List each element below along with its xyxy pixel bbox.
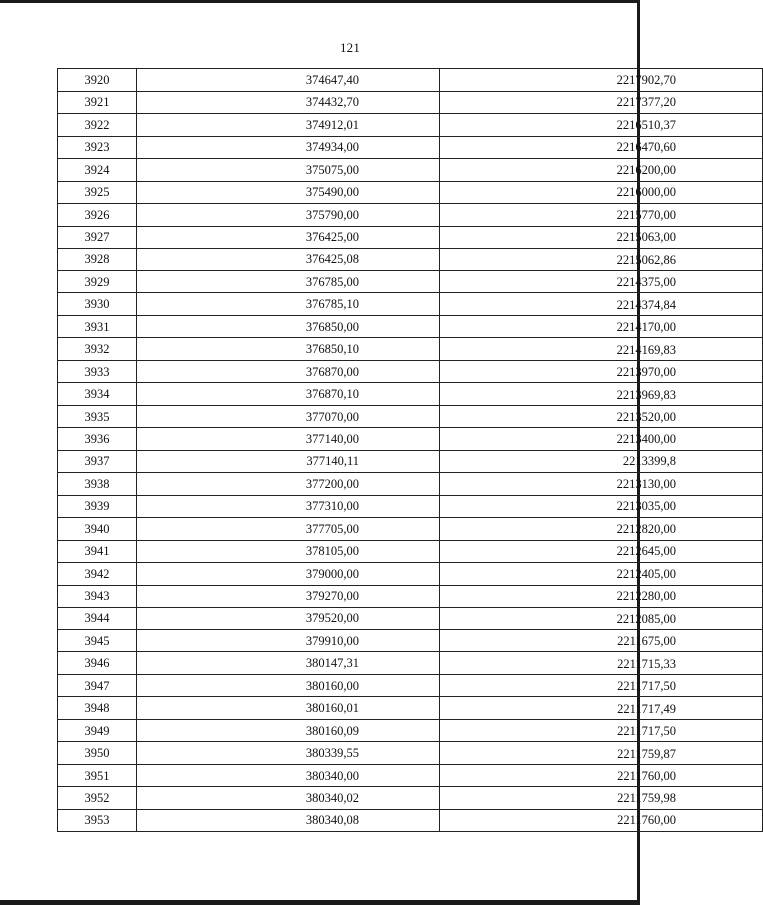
table-row <box>58 316 763 338</box>
point-number-cell: 3945 <box>58 630 137 652</box>
point-number-cell: 3935 <box>58 406 137 428</box>
table-row <box>58 720 763 742</box>
table-row <box>58 495 763 517</box>
point-number-cell: 3932 <box>58 338 137 361</box>
x-coordinate-cell: 380340,00 <box>137 765 440 787</box>
table-row <box>58 158 763 181</box>
y-coordinate-cell: 2216000,00 <box>440 181 763 203</box>
y-coordinate-cell: 2212280,00 <box>440 585 763 607</box>
x-coordinate-cell: 377705,00 <box>137 517 440 540</box>
table-row <box>58 540 763 562</box>
scan-border-top <box>0 0 640 3</box>
x-coordinate-cell: 380340,08 <box>137 809 440 831</box>
point-number-cell: 3929 <box>58 271 137 293</box>
x-coordinate-cell: 380147,31 <box>137 652 440 675</box>
table-row <box>58 248 763 271</box>
y-coordinate-cell: 2216200,00 <box>440 158 763 181</box>
point-number-cell: 3952 <box>58 787 137 810</box>
y-coordinate-cell: 2211759,87 <box>440 742 763 765</box>
table-row <box>58 271 763 293</box>
y-coordinate-cell: 2215062,86 <box>440 248 763 271</box>
y-coordinate-cell: 2212085,00 <box>440 607 763 630</box>
point-number-cell: 3926 <box>58 203 137 226</box>
table-row <box>58 91 763 113</box>
y-coordinate-cell: 2214375,00 <box>440 271 763 293</box>
x-coordinate-cell: 380160,09 <box>137 720 440 742</box>
x-coordinate-cell: 374647,40 <box>137 69 440 92</box>
table-row <box>58 226 763 248</box>
point-number-cell: 3927 <box>58 226 137 248</box>
point-number-cell: 3924 <box>58 158 137 181</box>
point-number-cell: 3931 <box>58 316 137 338</box>
point-number-cell: 3930 <box>58 293 137 316</box>
x-coordinate-cell: 379000,00 <box>137 562 440 585</box>
point-number-cell: 3951 <box>58 765 137 787</box>
point-number-cell: 3937 <box>58 450 137 472</box>
point-number-cell: 3943 <box>58 585 137 607</box>
y-coordinate-cell: 2215063,00 <box>440 226 763 248</box>
x-coordinate-cell: 380339,55 <box>137 742 440 765</box>
y-coordinate-cell: 2215770,00 <box>440 203 763 226</box>
table-row <box>58 607 763 630</box>
x-coordinate-cell: 376425,08 <box>137 248 440 271</box>
table-row <box>58 585 763 607</box>
x-coordinate-cell: 377070,00 <box>137 406 440 428</box>
table-row <box>58 203 763 226</box>
y-coordinate-cell: 2214374,84 <box>440 293 763 316</box>
table-row <box>58 765 763 787</box>
x-coordinate-cell: 374934,00 <box>137 136 440 158</box>
table-row <box>58 742 763 765</box>
table-row <box>58 652 763 675</box>
x-coordinate-cell: 379910,00 <box>137 630 440 652</box>
y-coordinate-cell: 2211760,00 <box>440 765 763 787</box>
x-coordinate-cell: 376850,10 <box>137 338 440 361</box>
y-coordinate-cell: 2214169,83 <box>440 338 763 361</box>
y-coordinate-cell: 2212405,00 <box>440 562 763 585</box>
table-row <box>58 338 763 361</box>
table-row <box>58 428 763 451</box>
y-coordinate-cell: 2214170,00 <box>440 316 763 338</box>
table-row <box>58 450 763 472</box>
table-row <box>58 136 763 158</box>
x-coordinate-cell: 378105,00 <box>137 540 440 562</box>
y-coordinate-cell: 2213035,00 <box>440 495 763 517</box>
y-coordinate-cell: 2211717,50 <box>440 720 763 742</box>
x-coordinate-cell: 379270,00 <box>137 585 440 607</box>
table-row <box>58 787 763 810</box>
x-coordinate-cell: 375490,00 <box>137 181 440 203</box>
table-row <box>58 113 763 136</box>
coordinates-table-body <box>58 69 763 832</box>
point-number-cell: 3953 <box>58 809 137 831</box>
x-coordinate-cell: 376870,00 <box>137 361 440 383</box>
x-coordinate-cell: 376425,00 <box>137 226 440 248</box>
point-number-cell: 3938 <box>58 472 137 495</box>
table-row <box>58 406 763 428</box>
table-row <box>58 517 763 540</box>
table-row <box>58 630 763 652</box>
page-number: 121 <box>339 40 361 55</box>
y-coordinate-cell: 2211717,49 <box>440 697 763 720</box>
table-row <box>58 181 763 203</box>
x-coordinate-cell: 377140,11 <box>137 450 440 472</box>
x-coordinate-cell: 376870,10 <box>137 383 440 406</box>
y-coordinate-cell: 2212645,00 <box>440 540 763 562</box>
table-row <box>58 69 763 92</box>
x-coordinate-cell: 376850,00 <box>137 316 440 338</box>
point-number-cell: 3936 <box>58 428 137 451</box>
point-number-cell: 3948 <box>58 697 137 720</box>
x-coordinate-cell: 380340,02 <box>137 787 440 810</box>
y-coordinate-cell: 2211760,00 <box>440 809 763 831</box>
x-coordinate-cell: 374432,70 <box>137 91 440 113</box>
table-row <box>58 697 763 720</box>
x-coordinate-cell: 380160,00 <box>137 675 440 697</box>
y-coordinate-cell: 2213970,00 <box>440 361 763 383</box>
point-number-cell: 3922 <box>58 113 137 136</box>
x-coordinate-cell: 376785,00 <box>137 271 440 293</box>
x-coordinate-cell: 374912,01 <box>137 113 440 136</box>
x-coordinate-cell: 377200,00 <box>137 472 440 495</box>
table-row <box>58 361 763 383</box>
y-coordinate-cell: 2211675,00 <box>440 630 763 652</box>
point-number-cell: 3920 <box>58 69 137 92</box>
coordinates-table <box>57 68 763 832</box>
y-coordinate-cell: 2212820,00 <box>440 517 763 540</box>
table-row <box>58 809 763 831</box>
point-number-cell: 3942 <box>58 562 137 585</box>
point-number-cell: 3923 <box>58 136 137 158</box>
point-number-cell: 3925 <box>58 181 137 203</box>
point-number-cell: 3934 <box>58 383 137 406</box>
point-number-cell: 3941 <box>58 540 137 562</box>
y-coordinate-cell: 2213399,8 <box>440 450 763 472</box>
y-coordinate-cell: 2213400,00 <box>440 428 763 451</box>
table-row <box>58 472 763 495</box>
y-coordinate-cell: 2213520,00 <box>440 406 763 428</box>
x-coordinate-cell: 379520,00 <box>137 607 440 630</box>
table-row <box>58 562 763 585</box>
y-coordinate-cell: 2216470,60 <box>440 136 763 158</box>
y-coordinate-cell: 2217377,20 <box>440 91 763 113</box>
point-number-cell: 3947 <box>58 675 137 697</box>
x-coordinate-cell: 375790,00 <box>137 203 440 226</box>
x-coordinate-cell: 376785,10 <box>137 293 440 316</box>
point-number-cell: 3933 <box>58 361 137 383</box>
x-coordinate-cell: 377140,00 <box>137 428 440 451</box>
y-coordinate-cell: 2216510,37 <box>440 113 763 136</box>
table-row <box>58 293 763 316</box>
y-coordinate-cell: 2217902,70 <box>440 69 763 92</box>
scan-border-bottom <box>0 900 640 905</box>
point-number-cell: 3950 <box>58 742 137 765</box>
table-row <box>58 383 763 406</box>
point-number-cell: 3928 <box>58 248 137 271</box>
x-coordinate-cell: 380160,01 <box>137 697 440 720</box>
x-coordinate-cell: 377310,00 <box>137 495 440 517</box>
y-coordinate-cell: 2213969,83 <box>440 383 763 406</box>
point-number-cell: 3946 <box>58 652 137 675</box>
y-coordinate-cell: 2211717,50 <box>440 675 763 697</box>
point-number-cell: 3921 <box>58 91 137 113</box>
y-coordinate-cell: 2211715,33 <box>440 652 763 675</box>
x-coordinate-cell: 375075,00 <box>137 158 440 181</box>
y-coordinate-cell: 2213130,00 <box>440 472 763 495</box>
y-coordinate-cell: 2211759,98 <box>440 787 763 810</box>
point-number-cell: 3949 <box>58 720 137 742</box>
point-number-cell: 3940 <box>58 517 137 540</box>
point-number-cell: 3944 <box>58 607 137 630</box>
point-number-cell: 3939 <box>58 495 137 517</box>
table-row <box>58 675 763 697</box>
